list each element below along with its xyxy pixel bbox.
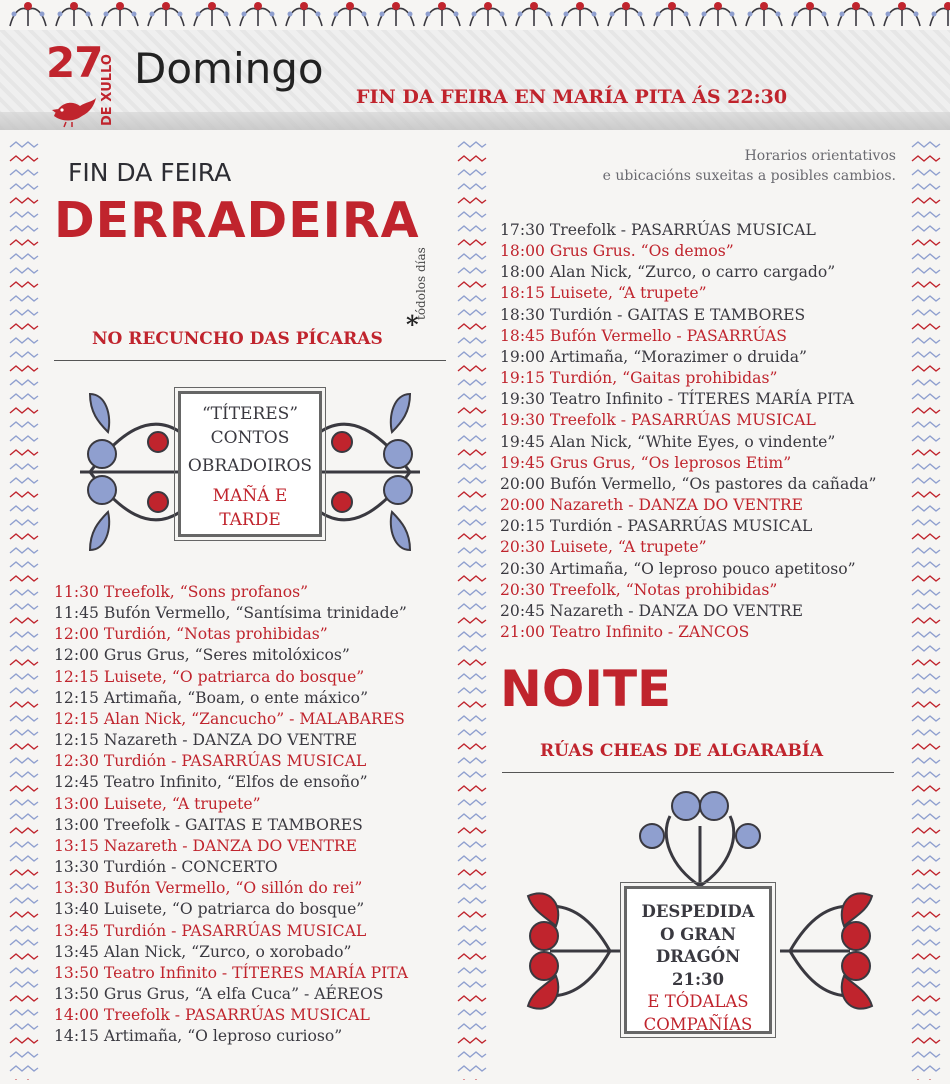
section-title-recuncho: NO RECUNCHO DAS PÍCARAS xyxy=(92,329,383,349)
schedule-row: 14:00 Treefolk - PASARRÚAS MUSICAL xyxy=(54,1006,370,1025)
schedule-row: 20:30 Artimaña, “O leproso pouco apetitoso” xyxy=(500,559,856,578)
todolos-dias-label: tódolos días xyxy=(414,247,428,320)
schedule-row: 18:00 Alan Nick, “Zurco, o carro cargado” xyxy=(500,263,836,282)
schedule-row: 12:30 Turdión - PASARRÚAS MUSICAL xyxy=(54,752,367,771)
right-schedule-list xyxy=(500,220,877,643)
schedule-row: 12:15 Artimaña, “Boam, o ente máxico” xyxy=(54,688,369,707)
month-label: DE XULLO xyxy=(100,54,115,126)
schedule-row: 13:50 Teatro Infinito - TÍTERES MARÍA PITA xyxy=(54,963,409,982)
schedule-row: 18:15 Luisete, “A trupete” xyxy=(500,284,707,303)
schedule-row: 20:15 Turdión - PASARRÚAS MUSICAL xyxy=(500,517,813,536)
box-line: DRAGÓN xyxy=(655,947,741,966)
schedule-row: 13:30 Bufón Vermello, “O sillón do rei” xyxy=(54,879,363,898)
farewell-box xyxy=(624,886,772,1034)
box-line: OBRADOIROS xyxy=(187,456,313,476)
box-line: COMPAÑÍAS xyxy=(643,1014,753,1034)
disclaimer-line: Horarios orientativos xyxy=(744,148,896,164)
picaras-activities-box xyxy=(178,391,322,537)
box-line: CONTOS xyxy=(210,428,290,448)
schedule-row: 13:00 Luisete, “A trupete” xyxy=(54,794,261,813)
schedule-row: 19:30 Teatro Infinito - TÍTERES MARÍA PITA xyxy=(500,390,855,409)
schedule-row: 20:30 Luisete, “A trupete” xyxy=(500,538,707,557)
schedule-row: 20:45 Nazareth - DANZA DO VENTRE xyxy=(500,601,804,620)
derradeira-title: DERRADEIRA xyxy=(54,192,420,249)
box-line: 21:30 xyxy=(671,969,724,989)
schedule-row: 21:00 Teatro Infinito - ZANCOS xyxy=(500,622,750,641)
schedule-row: 19:15 Turdión, “Gaitas prohibidas” xyxy=(500,369,778,388)
schedule-row: 17:30 Treefolk - PASARRÚAS MUSICAL xyxy=(500,221,816,239)
schedule-row: 12:45 Teatro Infinito, “Elfos de ensoño” xyxy=(54,773,368,792)
disclaimer-line: e ubicacións suxeitas a posibles cambios. xyxy=(602,168,896,184)
night-subtitle: RÚAS CHEAS DE ALGARABÍA xyxy=(540,741,824,761)
schedule-row: 13:00 Treefolk - GAITAS E TAMBORES xyxy=(54,815,363,834)
section-divider xyxy=(54,360,446,361)
header-rule xyxy=(0,112,950,130)
night-divider xyxy=(502,772,894,773)
right-border-pattern xyxy=(910,140,942,1080)
schedule-row: 20:00 Nazareth - DANZA DO VENTRE xyxy=(500,496,804,515)
schedule-row: 13:45 Alan Nick, “Zurco, o xorobado” xyxy=(54,942,352,961)
schedule-row: 13:15 Nazareth - DANZA DO VENTRE xyxy=(54,836,358,855)
fin-da-feira-label: FIN DA FEIRA xyxy=(68,158,232,187)
closing-note: FIN DA FEIRA EN MARÍA PITA ÁS 22:30 xyxy=(356,86,788,108)
schedule-row: 14:15 Artimaña, “O leproso curioso” xyxy=(54,1027,343,1046)
schedule-row: 12:00 Grus Grus, “Seres mitolóxicos” xyxy=(54,646,350,665)
box-line: MAÑÁ E xyxy=(212,486,288,506)
schedule-row: 13:50 Grus Grus, “A elfa Cuca” - AÉREOS xyxy=(54,984,384,1003)
schedule-row: 20:00 Bufón Vermello, “Os pastores da cañada” xyxy=(500,474,877,493)
schedule-row: 19:30 Treefolk - PASARRÚAS MUSICAL xyxy=(500,411,816,430)
schedule-row: 13:45 Turdión - PASARRÚAS MUSICAL xyxy=(54,921,367,940)
schedule-row: 19:45 Alan Nick, “White Eyes, o vindente” xyxy=(500,432,836,451)
noite-title: NOITE xyxy=(500,660,672,718)
schedule-row: 12:15 Luisete, “O patriarca do bosque” xyxy=(54,667,365,686)
schedule-row: 12:15 Alan Nick, “Zancucho” - MALABARES xyxy=(54,709,405,728)
box-line: TARDE xyxy=(219,510,281,530)
box-line: O GRAN xyxy=(660,924,736,944)
schedule-row: 19:45 Grus Grus, “Os leprosos Etim” xyxy=(500,453,792,472)
schedule-row: 19:00 Artimaña, “Morazimer o druida” xyxy=(500,347,807,366)
asterisk-icon: * xyxy=(406,310,419,339)
weekday-title: Domingo xyxy=(134,44,324,93)
schedule-row: 12:00 Turdión, “Notas prohibidas” xyxy=(54,625,328,644)
day-number: 27 xyxy=(46,38,103,87)
schedule-row: 18:45 Bufón Vermello - PASARRÚAS xyxy=(500,326,787,345)
schedule-row: 12:15 Nazareth - DANZA DO VENTRE xyxy=(54,731,358,750)
box-line: DESPEDIDA xyxy=(641,902,755,921)
left-border-pattern xyxy=(8,140,40,1080)
box-line: “TÍTERES” xyxy=(201,404,299,424)
schedule-disclaimer xyxy=(500,146,896,186)
bird-icon xyxy=(50,94,98,132)
left-schedule-list xyxy=(54,582,408,1047)
box-line: E TÓDALAS xyxy=(647,992,749,1011)
schedule-row: 11:45 Bufón Vermello, “Santísima trinidade” xyxy=(54,604,407,623)
schedule-row: 13:40 Luisete, “O patriarca do bosque” xyxy=(54,900,365,919)
schedule-row: 11:30 Treefolk, “Sons profanos” xyxy=(54,583,309,601)
schedule-row: 13:30 Turdión - CONCERTO xyxy=(54,858,278,877)
schedule-row: 18:30 Turdión - GAITAS E TAMBORES xyxy=(500,305,806,324)
schedule-row: 18:00 Grus Grus. “Os demos” xyxy=(500,242,734,261)
middle-border-pattern xyxy=(456,140,488,1080)
top-ornament-band xyxy=(0,0,950,30)
schedule-row: 20:30 Treefolk, “Notas prohibidas” xyxy=(500,580,778,599)
